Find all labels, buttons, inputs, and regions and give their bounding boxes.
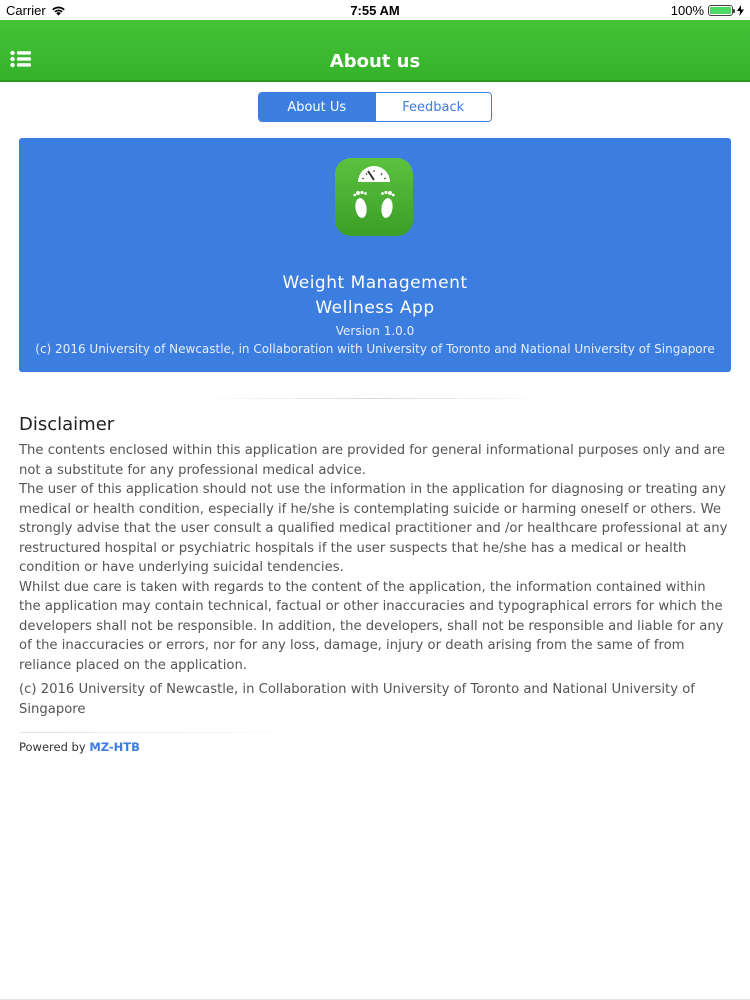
app-info-card bbox=[19, 138, 731, 372]
disclaimer-copyright: (c) 2016 University of Newcastle, in Collaboration with University of Toronto and National University of Singapore bbox=[19, 682, 695, 717]
disclaimer-paragraph: The contents enclosed within this application are provided for general informational purposes only and are not a substitute for any professional medical advice. bbox=[19, 443, 726, 478]
battery-level bbox=[710, 7, 731, 14]
app-version: Version 1.0.0 bbox=[335, 324, 415, 338]
app-name-line2: Wellness App bbox=[315, 298, 435, 318]
segmented-tabs bbox=[258, 92, 492, 122]
disclaimer-paragraph: The user of this application should not use the information in the application for diagnosing or treating any medical or health condition, especially if he/she is contemplating suicide or harming oneself or others. We strongly advise that the user consult a qualified medical practitioner and /or healthcare professional at any restructured hospital or psychiatric hospitals if the user suspects that he/she has a medical or health condition or have underlying suicidal tendencies. bbox=[19, 482, 728, 575]
disclaimer-paragraph: Whilst due care is taken with regards to the content of the application, the information contained within the application may contain technical, factual or other inaccuracies and typographical errors for which the developers shall not be responsible. In addition, the developers, shall not be responsible and liable for any of the inaccuracies or errors, nor for any loss, damage, injury or death arising from the same of from reliance placed on the application. bbox=[19, 579, 724, 673]
charging-bolt-icon bbox=[737, 5, 744, 16]
app-copyright: (c) 2016 University of Newcastle, in Collaboration with University of Toronto and National University of Singapore bbox=[35, 342, 715, 356]
powered-by bbox=[19, 740, 140, 754]
divider bbox=[200, 398, 550, 399]
disclaimer-heading: Disclaimer bbox=[19, 414, 115, 435]
app-header bbox=[0, 20, 750, 82]
battery-icon bbox=[708, 5, 733, 16]
divider bbox=[19, 732, 319, 733]
status-bar bbox=[0, 0, 750, 20]
status-time: 7:55 AM bbox=[350, 3, 400, 18]
disclaimer-body bbox=[19, 441, 731, 719]
brand-link[interactable]: MZ-HTB bbox=[89, 740, 140, 754]
app-logo bbox=[335, 158, 413, 236]
status-right bbox=[671, 3, 744, 18]
page-title: About us bbox=[329, 51, 421, 72]
tab-about-us[interactable]: About Us bbox=[259, 93, 375, 121]
app-name bbox=[19, 271, 731, 321]
tab-feedback[interactable]: Feedback bbox=[375, 93, 492, 121]
weighing-scale-feet-icon bbox=[335, 158, 413, 236]
carrier-label: Carrier bbox=[6, 3, 46, 18]
app-name-line1: Weight Management bbox=[282, 273, 468, 293]
battery-percent: 100% bbox=[670, 3, 704, 18]
powered-by-label: Powered by bbox=[19, 740, 86, 754]
